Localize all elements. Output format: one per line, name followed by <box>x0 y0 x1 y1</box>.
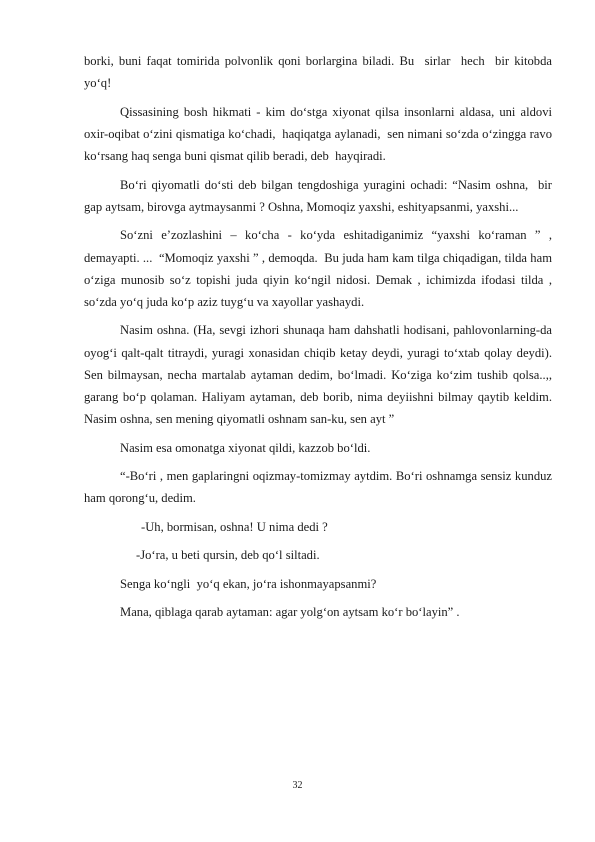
paragraph-betrayal: Nasim esa omonatga xiyonat qildi, kazzob bo‘ldi. <box>120 440 371 455</box>
paragraph-dialog-start: “-Bo‘ri , men gaplaringni oqizmay-tomizmay aytdim. Bo‘ri oshnamga sensiz kunduz ham qorong‘u, dedim. <box>84 469 556 506</box>
paragraph-nasim-oshna: Nasim oshna. (Ha, sevgi izhori shunaqa ham dahshatli hodisani, pahlovonlarning-da oyog‘i qalt-qalt titraydi, yuragi xonasidan chiqib ketay deydi, yuragi to‘xtab qolay deydi). Sen bilmaysan, necha martalab aytaman dedim, bo‘lmadi. Ko‘ziga ko‘zim tushib qolsa..,, garang bo‘p qolaman. Haliyam aytaman, deb borib, nima deyiishni bilmay qaytib keldim. Nasim oshna, sen mening qiyomatli oshnam san-ku, sen ayt ” <box>84 323 556 427</box>
page-number: 32 <box>292 780 303 791</box>
paragraph-oath: Mana, qiblaga qarab aytaman: agar yolg‘on aytsam ko‘r bo‘layin” . <box>120 605 460 620</box>
dialog-line-question: -Uh, bormisan, oshna! U nima dedi ? <box>141 519 328 534</box>
dialog-line-answer: -Jo‘ra, u beti qursin, deb qo‘l siltadi. <box>136 548 320 563</box>
paragraph-confession: Bo‘ri qiyomatli do‘sti deb bilgan tengdoshiga yuragini ochadi: “Nasim oshna, bir gap aytsam, birovga aytmaysanmi ? Oshna, Momoqiz yaxshi, eshityapsanmi, yaxshi... <box>84 177 556 214</box>
paragraph-disbelief: Senga ko‘ngli yo‘q ekan, jo‘ra ishonmayapsanmi? <box>120 576 377 591</box>
document-page <box>84 50 559 630</box>
paragraph-continuation: borki, buni faqat tomirida polvonlik qoni borlargina biladi. Bu sirlar hech bir kitobda yo‘q! <box>84 54 559 91</box>
paragraph-moral: Qissasining bosh hikmati - kim do‘stga xiyonat qilsa insonlarni aldasa, uni aldovi oxir-oqibat o‘zini qismatiga ko‘chadi, haqiqatga aylanadi, sen nimani so‘zda o‘zingga ravo ko‘rsang haq senga buni qismat qilib beradi, deb hayqiradi. <box>84 104 556 164</box>
paragraph-commentary: So‘zni e’zozlashini – ko‘cha - ko‘yda eshitadiganimiz “yaxshi ko‘raman ” , demayapti. ... “Momoqiz yaxshi ” , demoqda. Bu juda ham kam tilga chiqadigan, tilda ham o‘ziga munosib so‘z topishi juda qiyin ko‘ngil nidosi. Demak , ichimizda ifodasi tilda , so‘zda yo‘q juda ko‘p aziz tuyg‘u va xayollar yashaydi. <box>84 228 556 309</box>
